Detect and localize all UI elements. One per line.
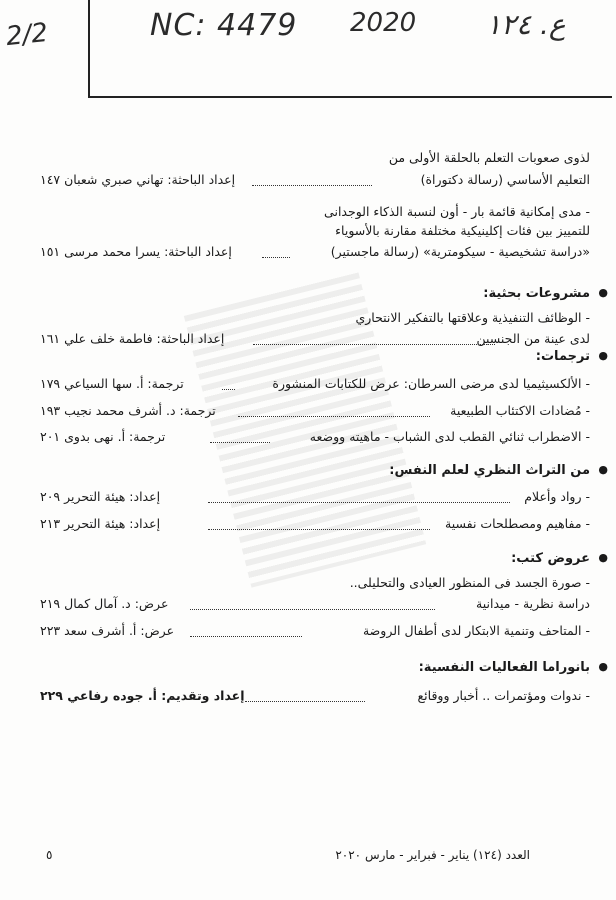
footer-issue: العدد (١٢٤) يناير - فبراير - مارس ٢٠٢٠: [335, 848, 530, 862]
header-rule: [90, 96, 612, 98]
entry-title: دراسة نظرية - ميدانية: [476, 596, 590, 611]
leader-dots: [210, 432, 270, 443]
entry-title: - مدى إمكانية قائمة بار - أون لنسبة الذكاء الوجدانى: [324, 204, 590, 219]
entry-title: - الوظائف التنفيذية وعلاقتها بالتفكير الانتحاري: [355, 310, 590, 325]
toc-entry-line: [40, 688, 590, 706]
toc-entry-line: [40, 244, 590, 262]
toc-entry-line: [40, 150, 590, 168]
section-heading-research: ● مشروعات بحثية:: [483, 286, 608, 301]
toc-entry-line: [40, 596, 590, 614]
entry-author: عرض: أ. أشرف سعد ٢٢٣: [40, 623, 175, 638]
bullet-icon: ●: [598, 349, 608, 362]
bullet-icon: ●: [598, 660, 608, 673]
entry-title: لدى عينة من الجنسين: [476, 331, 590, 346]
leader-dots: [253, 334, 495, 345]
entry-title: - صورة الجسد فى المنظور العيادى والتحليلى..: [349, 575, 590, 590]
footer-page-number: ٥: [46, 848, 53, 862]
entry-title: - المتاحف وتنمية الابتكار لدى أطفال الروضة: [362, 623, 590, 638]
section-heading-panorama: ● بانوراما الفعاليات النفسية:: [418, 660, 608, 675]
toc-entry-line: [40, 429, 590, 447]
entry-title: - مُضادات الاكتئاب الطبيعية: [450, 403, 590, 418]
leader-dots: [208, 519, 430, 530]
toc-entry-line: [40, 331, 590, 349]
leader-dots: [252, 175, 372, 186]
leader-dots: [262, 247, 290, 258]
leader-dots: [245, 691, 365, 702]
nc-number-handwriting: NC: 4479: [150, 8, 298, 43]
toc-entry-line: [40, 489, 590, 507]
entry-author: ترجمة: د. أشرف محمد نجيب ١٩٣: [40, 403, 216, 418]
header-vertical-rule: [88, 0, 90, 98]
entry-author: إعداد الباحثة: يسرا محمد مرسى ١٥١: [40, 244, 232, 259]
entry-author: إعداد الباحثة: تهاني صبري شعبان ١٤٧: [40, 172, 236, 187]
leader-dots: [222, 379, 235, 390]
section-heading-books: ● عروض كتب:: [511, 551, 608, 566]
toc-entry-line: [40, 376, 590, 394]
entry-title: - الألكسيثيميا لدى مرضى السرطان: عرض للكتابات المنشورة: [272, 376, 590, 391]
entry-author: إعداد: هيئة التحرير ٢١٣: [40, 516, 161, 531]
toc-entry-line: [40, 575, 590, 593]
section-heading-heritage: ● من التراث النظري لعلم النفس:: [389, 463, 608, 478]
entry-author: عرض: د. آمال كمال ٢١٩: [40, 596, 169, 611]
entry-title: للتمييز بين فئات إكلينيكية مختلفة مقارنة بالأسوياء: [335, 223, 590, 238]
entry-title: لذوى صعوبات التعلم بالحلقة الأولى من: [388, 150, 590, 165]
bullet-icon: ●: [598, 286, 608, 299]
leader-dots: [190, 626, 302, 637]
entry-title: «دراسة تشخيصية - سيكومترية» (رسالة ماجستير): [330, 244, 590, 259]
toc-entry-line: [40, 623, 590, 641]
page-mark-handwriting: 2/2: [4, 17, 50, 53]
toc-entry-line: [40, 403, 590, 421]
toc-entry-line: [40, 310, 590, 328]
section-heading-translations: ● ترجمات:: [535, 349, 608, 364]
entry-author: إعداد الباحثة: فاطمة خلف علي ١٦١: [40, 331, 225, 346]
bullet-icon: ●: [598, 551, 608, 564]
leader-dots: [208, 492, 510, 503]
entry-title: - مفاهيم ومصطلحات نفسية: [445, 516, 590, 531]
entry-author: إعداد: هيئة التحرير ٢٠٩: [40, 489, 161, 504]
toc-entry-line: [40, 172, 590, 190]
year-handwriting: 2020: [350, 8, 417, 38]
leader-dots: [190, 599, 435, 610]
entry-title: - ندوات ومؤتمرات .. أخبار ووقائع: [417, 688, 590, 703]
entry-author: ترجمة: أ. سها السياعي ١٧٩: [40, 376, 184, 391]
leader-dots: [238, 406, 430, 417]
bullet-icon: ●: [598, 463, 608, 476]
entry-author: ترجمة: أ. نهى بدوى ٢٠١: [40, 429, 166, 444]
entry-title: - الاضطراب ثنائي القطب لدى الشباب - ماهيته ووضعه: [309, 429, 590, 444]
toc-entry-line: [40, 223, 590, 241]
toc-entry-line: [40, 516, 590, 534]
entry-title: - رواد وأعلام: [524, 489, 590, 504]
issue-handwriting: ع. ١٢٤: [486, 8, 566, 41]
entry-title: التعليم الأساسي (رسالة دكتوراة): [420, 172, 590, 187]
entry-author: إعداد وتقديم: أ. جوده رفاعي ٢٢٩: [40, 688, 245, 703]
toc-entry-line: [40, 204, 590, 222]
